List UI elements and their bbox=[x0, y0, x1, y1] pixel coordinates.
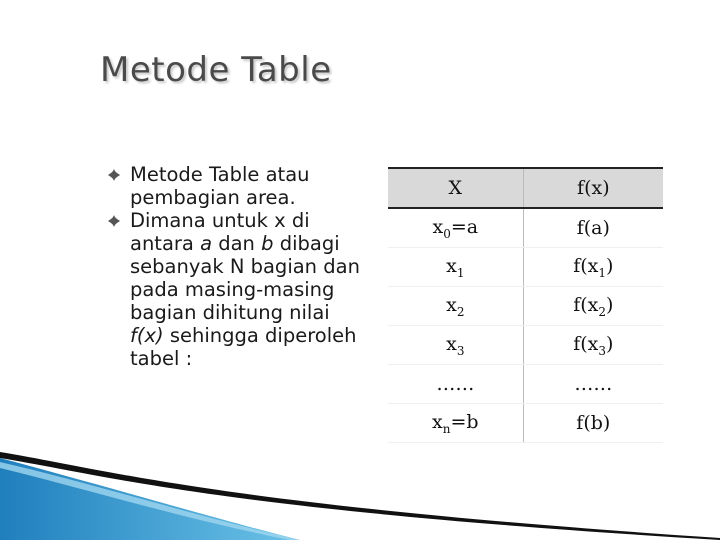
cell-fx bbox=[523, 248, 663, 287]
bullet-text-part: dibagi sebanyak N bagian dan pada masing-masing bagian dihitung nilai bbox=[130, 232, 360, 324]
cell-x bbox=[388, 248, 523, 287]
cell-x bbox=[388, 326, 523, 365]
cell-fx bbox=[523, 287, 663, 326]
cell-x-sub: 3 bbox=[456, 343, 465, 358]
table-row bbox=[388, 326, 663, 365]
cell-x bbox=[388, 365, 523, 404]
cell-x bbox=[388, 404, 523, 443]
bullet-item-1 bbox=[108, 163, 368, 209]
table-row bbox=[388, 208, 663, 248]
fleuron-bullet-icon bbox=[108, 215, 120, 227]
table-row bbox=[388, 248, 663, 287]
cell-x-base: x bbox=[432, 215, 444, 238]
cell-fx-sub: 1 bbox=[598, 265, 607, 280]
cell-x-sub: 1 bbox=[456, 265, 465, 280]
cell-x bbox=[388, 287, 523, 326]
bullet-text-part: dan bbox=[212, 232, 262, 255]
bullet-list bbox=[108, 163, 368, 370]
cell-x-sub: 0 bbox=[443, 226, 451, 241]
cell-x-base: x bbox=[446, 254, 457, 277]
cell-x-base: x bbox=[446, 293, 457, 316]
cell-x-base: …… bbox=[436, 373, 475, 395]
variable-a: a bbox=[200, 232, 213, 255]
function-fx: f(x) bbox=[130, 324, 164, 347]
variable-b: b bbox=[261, 232, 274, 255]
cell-fx-base: f(x bbox=[573, 293, 599, 316]
slide-title: Metode Table bbox=[100, 50, 332, 90]
cell-fx bbox=[523, 365, 663, 404]
cell-fx-rest: ) bbox=[606, 293, 614, 316]
bullet-text: Metode Table atau pembagian area. bbox=[130, 163, 310, 209]
header-x: X bbox=[388, 168, 523, 208]
decorative-swoosh bbox=[0, 440, 720, 540]
bullet-item-2 bbox=[108, 209, 368, 370]
cell-x-base: x bbox=[432, 410, 443, 433]
table-row bbox=[388, 404, 663, 443]
cell-fx-base: …… bbox=[574, 373, 613, 395]
cell-fx-base: f(a) bbox=[576, 217, 610, 239]
cell-fx-rest: ) bbox=[606, 332, 614, 355]
cell-x-sub: n bbox=[442, 421, 451, 436]
cell-x-rest: =a bbox=[450, 215, 479, 238]
table-row bbox=[388, 287, 663, 326]
cell-fx-base: f(x bbox=[573, 332, 599, 355]
cell-x-base: x bbox=[446, 332, 457, 355]
bullet-text-part: Dimana untuk x di antara bbox=[130, 209, 310, 255]
cell-x-sub: 2 bbox=[456, 304, 465, 319]
cell-fx-rest: ) bbox=[606, 254, 614, 277]
header-fx: f(x) bbox=[523, 168, 663, 208]
fleuron-bullet-icon bbox=[108, 169, 120, 181]
bullet-text-part: sehingga diperoleh tabel : bbox=[130, 324, 357, 370]
cell-fx-base: f(b) bbox=[576, 412, 611, 434]
cell-x-rest: =b bbox=[450, 410, 479, 433]
cell-x bbox=[388, 208, 523, 248]
table-header-row bbox=[388, 168, 663, 208]
cell-fx bbox=[523, 208, 663, 248]
cell-fx bbox=[523, 404, 663, 443]
cell-fx-base: f(x bbox=[573, 254, 599, 277]
data-table bbox=[388, 167, 663, 443]
cell-fx-sub: 2 bbox=[598, 304, 607, 319]
table-row bbox=[388, 365, 663, 404]
cell-fx bbox=[523, 326, 663, 365]
cell-fx-sub: 3 bbox=[598, 343, 607, 358]
